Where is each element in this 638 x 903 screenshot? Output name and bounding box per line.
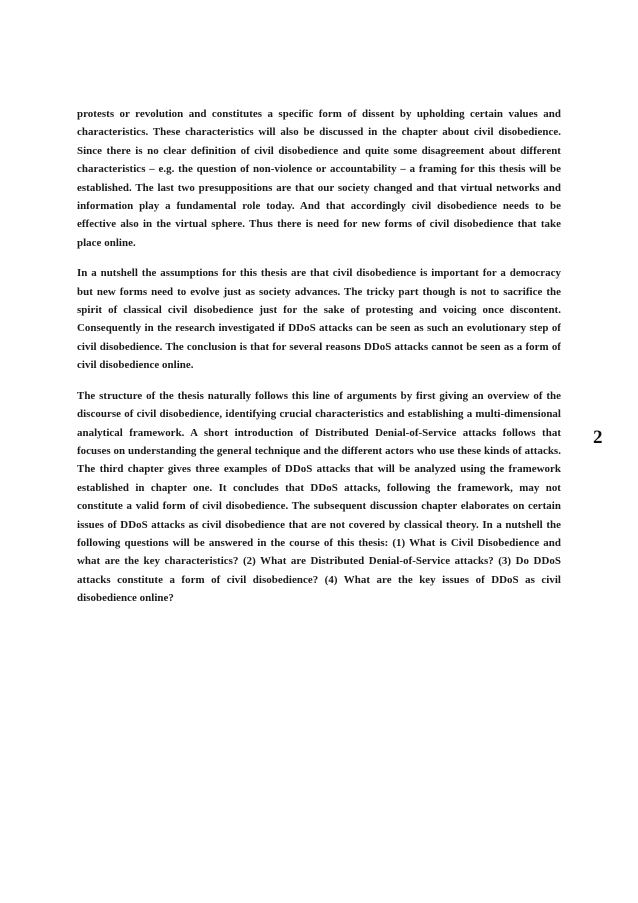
body-text: [77, 105, 561, 620]
paragraph-3: The structure of the thesis naturally follows this line of arguments by first giving an overview of the discourse of civil disobedience, identifying crucial characteristics and establishing a multi-dimensional analytical framework. A short introduction of Distributed Denial-of-Service attacks follows that focuses on understanding the general technique and the different actors who use these kinds of attacks. The third chapter gives three examples of DDoS attacks that will be analyzed using the framework established in chapter one. It concludes that DDoS attacks, following the framework, may not constitute a valid form of civil disobedience. The subsequent discussion chapter elaborates on certain issues of DDoS attacks as civil disobedience that are not covered by classical theory. In a nutshell the following questions will be answered in the course of this thesis: (1) What is Civil Disobedience and what are the key characteristics? (2) What are Distributed Denial-of-Service attacks? (3) Do DDoS attacks constitute a form of civil disobedience? (4) What are the key issues of DDoS as civil disobedience online?: [77, 389, 561, 605]
page-number: 2: [593, 427, 603, 448]
paragraph-1: protests or revolution and constitutes a specific form of dissent by upholding certain values and characteristics. These characteristics will also be discussed in the chapter about civil disobedience. Since there is no clear definition of civil disobedience and quite some disagreement about different characteristics – e.g. the question of non-violence or accountability – a framing for this thesis will be established. The last two presuppositions are that our society changed and that virtual networks and information play a fundamental role today. And that accordingly civil disobedience needs to be effective also in the virtual sphere. Thus there is need for new forms of civil disobedience that take place online.: [77, 108, 561, 249]
paragraph-2: In a nutshell the assumptions for this thesis are that civil disobedience is important for a democracy but new forms need to evolve just as society advances. The tricky part though is not to sacrifice the spirit of classical civil disobedience just for the sake of protesting and voicing once discontent. Consequently in the research investigated if DDoS attacks can be seen as such an evolutionary step of civil disobedience. The conclusion is that for several reasons DDoS attacks cannot be seen as a form of civil disobedience online.: [77, 267, 561, 372]
